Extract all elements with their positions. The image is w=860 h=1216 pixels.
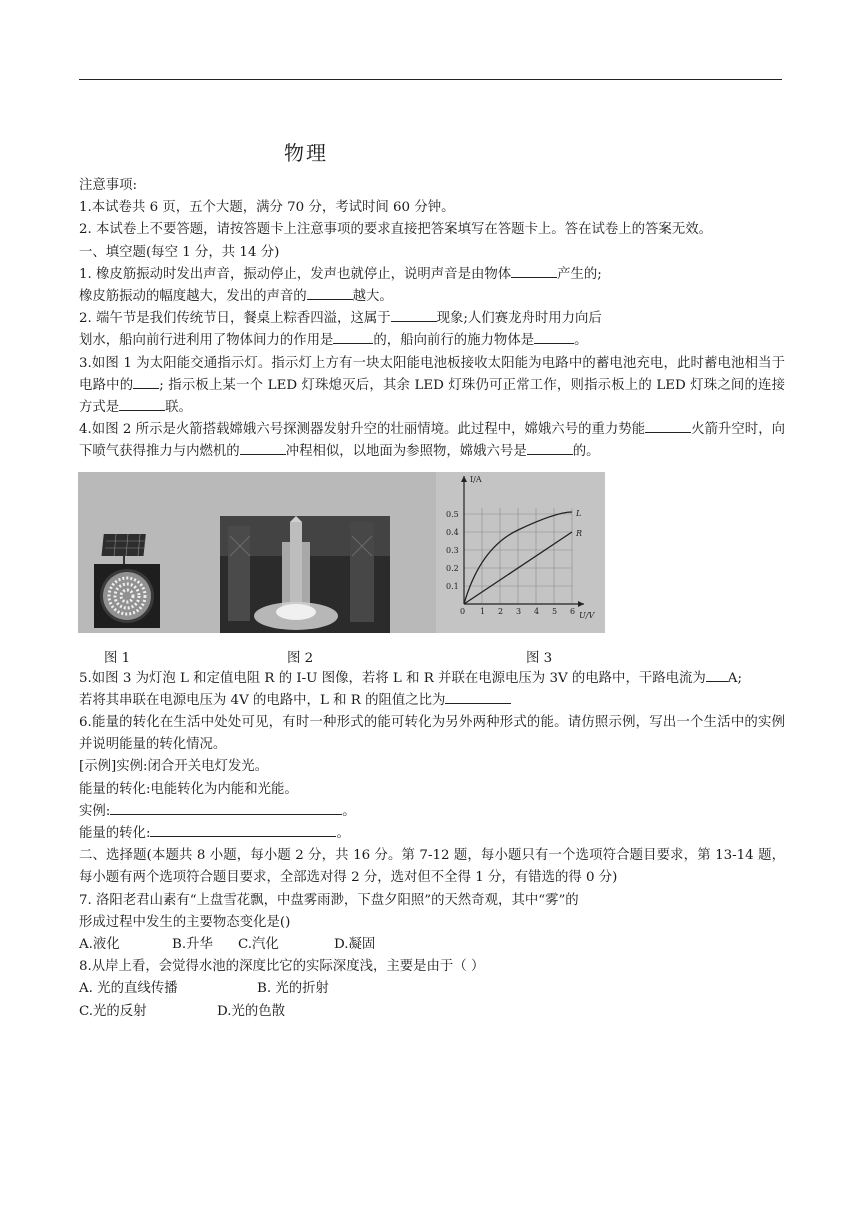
question-text: 的，船向前行的施力物体是 xyxy=(373,333,535,349)
example-conversion: 能量的转化:电能转化为内能和光能。 xyxy=(79,781,298,797)
option: A. 光的直线传播 xyxy=(79,981,178,997)
question-text: 3.如图 1 为太阳能交通指示灯。指示灯上方有一块太阳能电池板接收太阳能为电路中的蓄电池充电，此时蓄电池相当于电路中的 xyxy=(79,355,785,393)
question-2 xyxy=(79,308,785,330)
option: A.液化 xyxy=(79,937,120,953)
answer-blank xyxy=(511,264,557,278)
notice-heading: 注意事项: xyxy=(79,178,138,193)
answer-blank xyxy=(645,419,691,433)
question-7-options xyxy=(79,934,785,956)
example-instance: [示例]实例:闭合开关电灯发光。 xyxy=(79,759,269,775)
question-text: 冲程相似，以地面为参照物，嫦娥六号是 xyxy=(285,444,527,460)
answer-blank xyxy=(133,375,159,389)
question-6: 6.能量的转化在生活中处处可见，有时一种形式的能可转化为另外两种形式的能。请仿照示例，写出一个生活中的实例并说明能量的转化情况。 xyxy=(79,715,785,753)
y-tick-label: 0.2 xyxy=(446,563,459,573)
option: D.凝固 xyxy=(334,937,376,953)
notice-item: 2. 本试卷上不要答题，请按答题卡上注意事项的要求直接把答案填写在答题卡上。答在试卷上的答案无效。 xyxy=(79,222,712,238)
curve-l-label: L xyxy=(576,508,582,518)
notice-item: 1.本试卷共 6 页，五个大题，满分 70 分，考试时间 60 分钟。 xyxy=(79,200,455,216)
conversion-line xyxy=(79,823,785,845)
question-5 xyxy=(79,668,785,690)
x-tick-label: 2 xyxy=(498,606,504,616)
answer-blank xyxy=(110,801,342,815)
y-tick-label: 0.5 xyxy=(446,509,459,519)
figure-3-caption: 图 3 xyxy=(526,650,553,666)
question-text: 越大。 xyxy=(352,289,393,305)
iu-graph xyxy=(436,472,605,633)
y-tick-label: 0.4 xyxy=(446,527,459,537)
question-text: 。 xyxy=(342,803,356,819)
question-1 xyxy=(79,264,785,286)
answer-blank xyxy=(150,823,336,837)
question-3 xyxy=(79,353,785,420)
figures-strip xyxy=(78,472,785,644)
section-heading: 一、填空题(每空 1 分，共 14 分) xyxy=(79,244,280,260)
exam-body xyxy=(79,175,785,1023)
question-text: 2. 端午节是我们传统节日，餐桌上粽香四溢，这属于 xyxy=(79,311,391,327)
figure-2-caption: 图 2 xyxy=(287,650,314,666)
answer-blank xyxy=(445,690,511,704)
answer-blank xyxy=(534,330,574,344)
question-text: 。 xyxy=(574,333,588,349)
origin-label: 0 xyxy=(460,606,466,616)
figures-photo xyxy=(78,472,605,633)
question-text: 1. 橡皮筋振动时发出声音，振动停止，发声也就停止，说明声音是由物体 xyxy=(79,266,512,282)
option: B. 光的折射 xyxy=(257,981,329,997)
question-text: A; xyxy=(727,670,742,686)
question-text: 实例: xyxy=(79,803,111,819)
answer-blank xyxy=(391,308,437,322)
question-text: 的。 xyxy=(572,444,600,460)
figure-1-caption: 图 1 xyxy=(104,650,131,666)
question-text: ; 指示板上某一个 LED 灯珠熄灭后，其余 LED 灯珠仍可正常工作，则指示板上的 LED 灯珠之间的连接方式是 xyxy=(79,377,786,416)
answer-blank xyxy=(119,397,165,411)
option: B.升华 xyxy=(172,937,213,953)
header-rule xyxy=(79,79,782,80)
question-7-cont: 形成过程中发生的主要物态变化是() xyxy=(79,914,291,930)
answer-blank xyxy=(307,286,353,300)
answer-blank xyxy=(706,668,728,682)
instance-line xyxy=(79,801,785,823)
page-title: 物理 xyxy=(284,141,328,165)
question-8: 8.从岸上看，会觉得水池的深度比它的实际深度浅，主要是由于（ ） xyxy=(79,959,485,975)
x-tick-label: 1 xyxy=(480,606,486,616)
option: C.光的反射 xyxy=(79,1003,147,1019)
curve-r-label: R xyxy=(576,528,583,538)
y-tick-label: 0.1 xyxy=(446,581,459,591)
x-tick-label: 3 xyxy=(516,606,522,616)
y-tick-label: 0.3 xyxy=(446,545,459,555)
x-tick-label: 5 xyxy=(552,606,558,616)
option: C.汽化 xyxy=(238,937,279,953)
question-1-cont xyxy=(79,286,785,308)
question-8-options xyxy=(79,1001,785,1023)
x-tick-label: 6 xyxy=(570,606,576,616)
answer-blank xyxy=(527,441,573,455)
option: D.光的色散 xyxy=(217,1003,286,1019)
question-4 xyxy=(79,419,785,463)
question-text: 若将其串联在电源电压为 4V 的电路中，L 和 R 的阻值之比为 xyxy=(79,692,446,708)
rocket-launch-image xyxy=(220,516,390,633)
question-7: 7. 洛阳老君山素有“上盘雪花飘，中盘雾雨渺，下盘夕阳照”的天然奇观，其中“雾”的 xyxy=(79,892,579,908)
question-text: 产生的; xyxy=(557,266,602,282)
x-axis-label: U/V xyxy=(579,610,595,620)
question-text: 火箭升空时，向下喷气获得推力与内燃机的 xyxy=(79,422,786,460)
question-text: 5.如图 3 为灯泡 L 和定值电阻 R 的 I-U 图像，若将 L 和 R 并联在电源电压为 3V 的电路中，干路电流为 xyxy=(79,670,706,686)
solar-traffic-light-image xyxy=(90,532,164,630)
question-text: 4.如图 2 所示是火箭搭载嫦娥六号探测器发射升空的壮丽情境。此过程中，嫦娥六号的重力势能 xyxy=(79,422,646,438)
question-text: 橡皮筋振动的幅度越大，发出的声音的 xyxy=(79,289,307,305)
y-axis-label: I/A xyxy=(470,474,482,484)
answer-blank xyxy=(240,441,286,455)
question-text: 联。 xyxy=(165,400,192,416)
question-5-cont xyxy=(79,690,785,712)
question-8-options xyxy=(79,978,785,1000)
answer-blank xyxy=(333,330,373,344)
x-tick-label: 4 xyxy=(534,606,540,616)
question-2-cont xyxy=(79,330,785,352)
question-text: 。 xyxy=(336,826,350,842)
section-heading: 二、选择题(本题共 8 小题，每小题 2 分，共 16 分。第 7-12 题，每小题只有一个选项符合题目要求，第 13-14 题，每小题有两个选项符合题目要求，全部选对得 2 分，选对但不全得 1 分，有错选的得 0 分) xyxy=(79,848,785,886)
question-text: 能量的转化: xyxy=(79,826,151,842)
figure-captions xyxy=(79,648,785,668)
question-text: 现象;人们赛龙舟时用力向后 xyxy=(436,311,602,327)
question-text: 划水，船向前行进利用了物体间力的作用是 xyxy=(79,333,334,349)
